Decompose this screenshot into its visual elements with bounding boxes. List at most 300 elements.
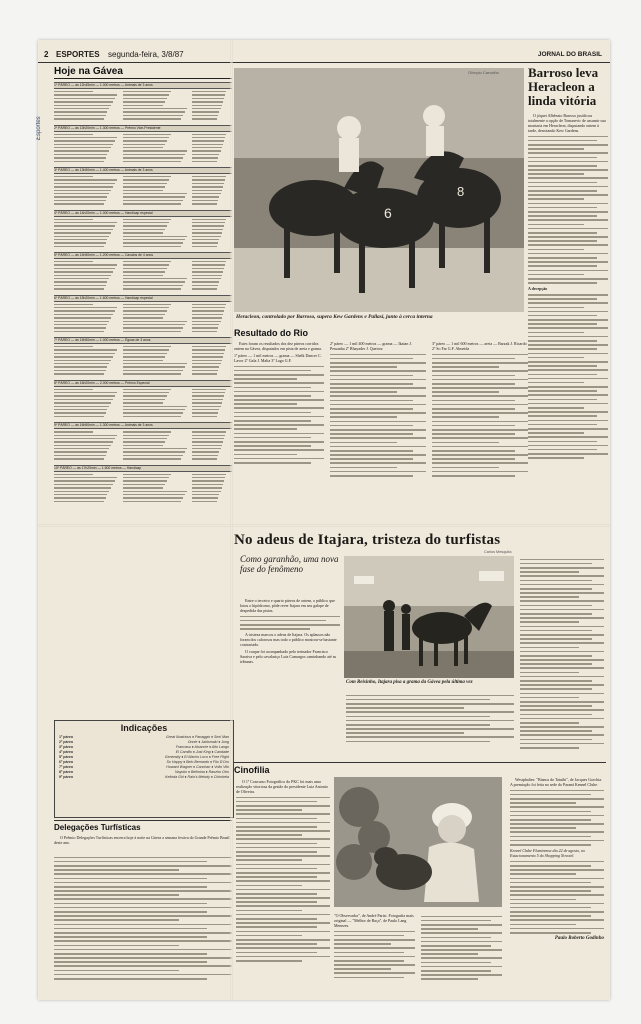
text-line — [346, 720, 514, 722]
text-line — [528, 215, 597, 217]
text-line — [330, 358, 413, 360]
text-line — [520, 655, 592, 657]
cinofilia-paragraph-2: "O Observador", de André Parisi. Fotografia mais original — "Melhor de Raça", de Paulo Lang Menezes. — [334, 913, 414, 928]
runner-line — [54, 91, 93, 92]
text-line — [236, 926, 317, 928]
text-line — [421, 937, 491, 939]
issue-date: segunda-feira, 3/8/87 — [108, 50, 184, 59]
runner-line — [123, 501, 181, 502]
text-line — [528, 424, 597, 426]
text-line — [520, 596, 579, 598]
text-line — [520, 642, 604, 644]
runner-line — [192, 356, 222, 357]
text-line — [528, 357, 584, 359]
text-line — [528, 194, 608, 196]
text-line — [528, 249, 584, 251]
text-line — [528, 257, 597, 259]
runner-line — [54, 451, 107, 452]
text-line — [510, 873, 576, 875]
text-line — [236, 801, 317, 803]
runner-line — [192, 236, 220, 237]
itajara-lines-below — [346, 692, 514, 745]
runner-line — [123, 190, 163, 191]
text-line — [330, 429, 426, 431]
runner-line — [192, 366, 219, 367]
text-line — [330, 458, 413, 460]
runner-line — [54, 310, 115, 311]
runner-line — [123, 346, 171, 347]
race-listing — [54, 422, 232, 462]
text-line — [330, 454, 426, 456]
masthead: JORNAL DO BRASIL — [537, 51, 602, 58]
runner-line — [54, 501, 104, 502]
text-line — [520, 693, 604, 695]
indicacao-picks: Generalty ♦ El Macho Loco ♦ Free Flight — [164, 755, 229, 759]
runner-line — [54, 190, 111, 191]
text-line — [528, 173, 584, 175]
text-line — [54, 911, 207, 913]
itajara-paragraph-2: A tristeza marcou o adeus de Itajara. Os aplausos não foram dos calorosos mas todo o público mostrou-se bastante contrariado. — [240, 632, 337, 648]
runner-line — [54, 140, 115, 141]
text-line — [54, 924, 232, 926]
text-line — [528, 445, 608, 447]
race-listing — [54, 380, 232, 420]
text-line — [236, 838, 330, 840]
indicacao-race: 6º páreo — [59, 760, 74, 764]
text-line — [421, 978, 478, 980]
text-line — [234, 428, 297, 430]
text-line — [234, 378, 297, 380]
runner-line — [54, 389, 93, 390]
text-line — [236, 952, 317, 954]
runner-line — [192, 406, 220, 407]
runner-line — [192, 203, 217, 204]
text-line — [236, 931, 330, 933]
itajara-paragraph-1: Entre o terceiro e quarto páreos de ontem, o público que lotou o hipódromo, pôde rever Itajara em seu galope de despedida das pistas. — [240, 598, 335, 613]
text-line — [528, 294, 608, 296]
photo-credit: Olímpio Carvalho — [468, 70, 499, 75]
text-line — [520, 621, 579, 623]
text-line — [510, 819, 591, 821]
runner-line — [192, 161, 217, 162]
runner-line — [54, 94, 117, 95]
runner-line — [192, 108, 220, 109]
text-line — [234, 382, 324, 384]
text-line — [236, 935, 302, 937]
indicacao-picks: Great Illustrious ♦ Panaggio ♦ Sexi Man — [166, 735, 229, 739]
runner-line — [192, 363, 220, 364]
runner-line — [123, 115, 183, 116]
text-line — [330, 387, 426, 389]
text-line — [334, 939, 415, 941]
runner-line — [192, 501, 217, 502]
text-line — [54, 898, 232, 900]
text-line — [520, 705, 592, 707]
runner-line — [123, 232, 163, 233]
text-line — [346, 736, 514, 738]
text-line — [520, 638, 592, 640]
text-line — [528, 457, 584, 459]
text-line — [432, 416, 499, 418]
text-line — [528, 282, 597, 284]
text-line — [528, 161, 608, 163]
cinofilia-lines-4 — [510, 790, 604, 846]
itajara-subhead: Como garanhão, uma nova fase do fenômeno — [240, 554, 339, 574]
text-line — [236, 922, 330, 924]
runner-line — [123, 389, 171, 390]
runner-line — [123, 91, 171, 92]
runner-line — [192, 321, 220, 322]
runner-line — [54, 183, 115, 184]
runner-line — [54, 229, 113, 230]
barroso-paragraph-1: O jóquei Albênzio Barroso justificou totalmente a opção de Tomasevic de assumir sua montaria em Heracleon, disputando ontem à tarde, derrotando Kew Gardens. — [528, 113, 606, 133]
text-line — [528, 298, 597, 300]
text-line — [330, 412, 426, 414]
text-line — [54, 890, 232, 892]
text-line — [54, 965, 232, 967]
text-line — [334, 952, 404, 954]
text-line — [346, 732, 464, 734]
text-line — [520, 630, 592, 632]
runner-line — [192, 176, 226, 177]
text-line — [330, 383, 413, 385]
text-line — [236, 847, 330, 849]
text-line — [236, 822, 330, 824]
runner-line — [54, 455, 106, 456]
runner-line — [192, 477, 225, 478]
runner-line — [192, 288, 217, 289]
delegacoes-title: Delegações Turfísticas — [54, 820, 232, 832]
runner-line — [192, 317, 221, 318]
text-line — [421, 916, 502, 918]
text-line — [346, 711, 514, 713]
text-line — [54, 936, 207, 938]
runner-line — [123, 392, 169, 393]
text-line — [528, 169, 608, 171]
text-line — [528, 165, 597, 167]
runner-line — [54, 157, 106, 158]
section-name: ESPORTES — [56, 50, 100, 59]
text-line — [528, 144, 608, 146]
indicacao-race: 9º páreo — [59, 775, 74, 779]
race-header: 8º PÁREO — às 16h20min — 2.000 metros — Prêmio Especial — [54, 380, 232, 387]
text-line — [432, 462, 528, 464]
text-line — [54, 928, 207, 930]
text-line — [236, 956, 330, 958]
race-photo — [234, 68, 524, 312]
text-line — [421, 953, 478, 955]
runner-line — [54, 147, 111, 148]
text-line — [520, 667, 604, 669]
text-line — [520, 663, 592, 665]
text-line — [236, 905, 330, 907]
runner-line — [54, 242, 106, 243]
race-header: 2º PÁREO — às 13h20min — 1.300 metros — Prêmio Vice-Presidente — [54, 125, 232, 132]
text-line — [520, 688, 592, 690]
runner-line — [54, 327, 106, 328]
text-line — [421, 966, 502, 968]
runner-line — [192, 349, 225, 350]
indicacao-race: 3º páreo — [59, 745, 74, 749]
text-line — [510, 811, 591, 813]
text-line — [234, 407, 324, 409]
runner-line — [123, 183, 167, 184]
text-line — [528, 232, 597, 234]
text-line — [54, 953, 207, 955]
resultado-intro: Estes foram os resultados dos dez páreos corridos ontem na Gávea, disputados em pista de areia e grama. — [234, 341, 322, 351]
runner-line — [54, 412, 106, 413]
text-line — [510, 823, 604, 825]
text-line — [432, 467, 499, 469]
itajara-article — [234, 532, 606, 762]
runner-line — [192, 261, 226, 262]
text-line — [520, 651, 604, 653]
runner-line — [123, 360, 163, 361]
itajara-photo-credit: Carlos Mesquita — [484, 550, 512, 554]
text-line — [330, 442, 397, 444]
runner-line — [54, 480, 115, 481]
runner-line — [54, 487, 111, 488]
runner-line — [54, 108, 109, 109]
itajara-headline: No adeus de Itajara, tristeza do turfistas — [234, 532, 501, 548]
runner-line — [192, 409, 219, 410]
text-line — [520, 567, 604, 569]
runner-line — [192, 147, 221, 148]
runner-line — [192, 229, 222, 230]
race-listing — [54, 465, 232, 505]
text-line — [432, 433, 515, 435]
text-line — [330, 362, 426, 364]
runner-line — [54, 203, 104, 204]
text-line — [54, 873, 232, 875]
text-line — [236, 826, 317, 828]
race-listing — [54, 252, 232, 292]
runner-line — [192, 246, 217, 247]
itajara-lines-right — [520, 556, 604, 751]
runner-line — [54, 105, 111, 106]
runner-line — [123, 275, 163, 276]
text-line — [520, 730, 592, 732]
text-line — [330, 467, 397, 469]
runner-line — [54, 118, 104, 119]
runner-line — [123, 219, 171, 220]
runner-line — [192, 98, 224, 99]
runner-line — [123, 239, 185, 240]
text-line — [528, 190, 597, 192]
text-line — [510, 836, 591, 838]
cinofilia-title: Cinofilia — [234, 765, 270, 775]
text-line — [421, 957, 502, 959]
text-line — [236, 843, 317, 845]
indicacao-race: 5º páreo — [59, 755, 74, 759]
text-line — [236, 893, 317, 895]
text-line — [528, 449, 597, 451]
runner-line — [54, 115, 106, 116]
runner-line — [54, 98, 115, 99]
text-line — [520, 672, 579, 674]
runner-line — [192, 144, 222, 145]
runner-line — [54, 445, 111, 446]
cinofilia-article — [234, 762, 606, 999]
text-line — [334, 968, 391, 970]
text-line — [236, 918, 317, 920]
runner-line — [54, 458, 104, 459]
text-line — [236, 872, 330, 874]
text-line — [510, 894, 604, 896]
text-line — [330, 391, 397, 393]
runner-line — [54, 402, 111, 403]
race-header: 5º PÁREO — às 14h50min — 1.200 metros — Cavalos de 4 anos — [54, 252, 232, 259]
runner-line — [192, 115, 218, 116]
runner-line — [123, 236, 187, 237]
runner-line — [123, 147, 163, 148]
text-line — [528, 382, 584, 384]
text-line — [520, 739, 592, 741]
text-line — [432, 358, 515, 360]
runner-line — [123, 349, 169, 350]
text-line — [520, 676, 604, 678]
runner-line — [123, 161, 181, 162]
text-line — [236, 809, 302, 811]
text-line — [236, 851, 317, 853]
runner-line — [54, 150, 109, 151]
text-line — [528, 365, 597, 367]
runner-line — [54, 225, 115, 226]
runner-line — [192, 225, 224, 226]
text-line — [528, 140, 597, 142]
resultado-lines-col3 — [432, 354, 528, 477]
text-line — [54, 970, 179, 972]
runner-line — [192, 281, 219, 282]
svg-text:6: 6 — [384, 205, 392, 221]
text-line — [236, 901, 317, 903]
barroso-body-lines — [528, 136, 608, 284]
runner-line — [54, 144, 113, 145]
runner-line — [123, 196, 185, 197]
text-line — [510, 861, 604, 863]
text-line — [510, 798, 604, 800]
text-line — [330, 375, 413, 377]
runner-line — [54, 186, 113, 187]
runner-line — [123, 373, 181, 374]
text-line — [54, 932, 232, 934]
runner-line — [123, 363, 187, 364]
runner-line — [123, 268, 167, 269]
indicacao-race: 7º páreo — [59, 765, 74, 769]
text-line — [54, 978, 207, 980]
runner-line — [123, 307, 169, 308]
runner-line — [123, 455, 183, 456]
runner-line — [54, 497, 106, 498]
text-line — [54, 865, 232, 867]
text-line — [234, 395, 311, 397]
page-number: 2 — [44, 50, 49, 59]
text-line — [432, 412, 528, 414]
runner-line — [54, 416, 104, 417]
text-line — [236, 797, 330, 799]
barroso-headline: Barroso leva Heracleon a linda vitória — [528, 65, 599, 108]
text-line — [520, 684, 604, 686]
text-line — [234, 424, 324, 426]
child-with-dog-image — [334, 777, 502, 907]
text-line — [528, 327, 608, 329]
runner-line — [123, 402, 163, 403]
race-listings — [54, 82, 232, 504]
text-line — [432, 379, 528, 381]
text-line — [520, 626, 604, 628]
runner-line — [192, 154, 219, 155]
text-line — [330, 400, 413, 402]
text-line — [432, 400, 515, 402]
runner-line — [123, 406, 187, 407]
text-line — [510, 869, 604, 871]
text-line — [330, 433, 413, 435]
runner-line — [123, 487, 163, 488]
text-line — [528, 198, 584, 200]
runner-line — [192, 179, 225, 180]
runner-line — [123, 134, 171, 135]
text-line — [432, 362, 528, 364]
text-line — [510, 924, 576, 926]
text-line — [346, 716, 490, 718]
text-line — [432, 408, 515, 410]
svg-text:8: 8 — [457, 184, 465, 199]
text-line — [528, 152, 608, 154]
cinofilia-signature: Paulo Roberto Godinho — [554, 936, 604, 942]
text-line — [236, 947, 330, 949]
runner-line — [192, 268, 224, 269]
text-line — [234, 403, 297, 405]
resultado-article — [234, 328, 528, 528]
text-line — [432, 471, 528, 473]
text-line — [528, 207, 597, 209]
text-line — [432, 354, 528, 356]
text-line — [528, 374, 597, 376]
runner-line — [123, 324, 185, 325]
barroso-body-lines-2 — [528, 294, 608, 459]
runner-line — [192, 412, 218, 413]
text-line — [330, 475, 413, 477]
text-line — [528, 274, 584, 276]
runner-line — [54, 137, 117, 138]
text-line — [54, 861, 207, 863]
itajara-photo-caption: Com Reisinho, Itajara pisa a grama da Gávea pela última vez — [346, 680, 473, 685]
text-line — [510, 790, 604, 792]
runner-line — [123, 445, 163, 446]
runner-line — [54, 236, 109, 237]
runner-line — [192, 324, 219, 325]
indicacao-picks: El Camillo ♦ Just King ♦ Candade — [175, 750, 229, 754]
text-line — [346, 728, 514, 730]
runner-line — [54, 275, 111, 276]
race-header: 6º PÁREO — às 15h20min — 1.600 metros — Handicap especial — [54, 295, 232, 302]
runner-line — [123, 222, 169, 223]
text-line — [234, 370, 311, 372]
runner-line — [123, 331, 181, 332]
runner-line — [192, 310, 224, 311]
text-line — [234, 433, 324, 435]
runner-line — [123, 395, 167, 396]
text-line — [240, 620, 326, 622]
runner-line — [123, 285, 183, 286]
runner-line — [192, 314, 222, 315]
runner-line — [123, 105, 163, 106]
text-line — [236, 818, 317, 820]
runner-line — [192, 370, 218, 371]
text-line — [520, 718, 604, 720]
text-line — [421, 920, 491, 922]
text-line — [236, 880, 330, 882]
